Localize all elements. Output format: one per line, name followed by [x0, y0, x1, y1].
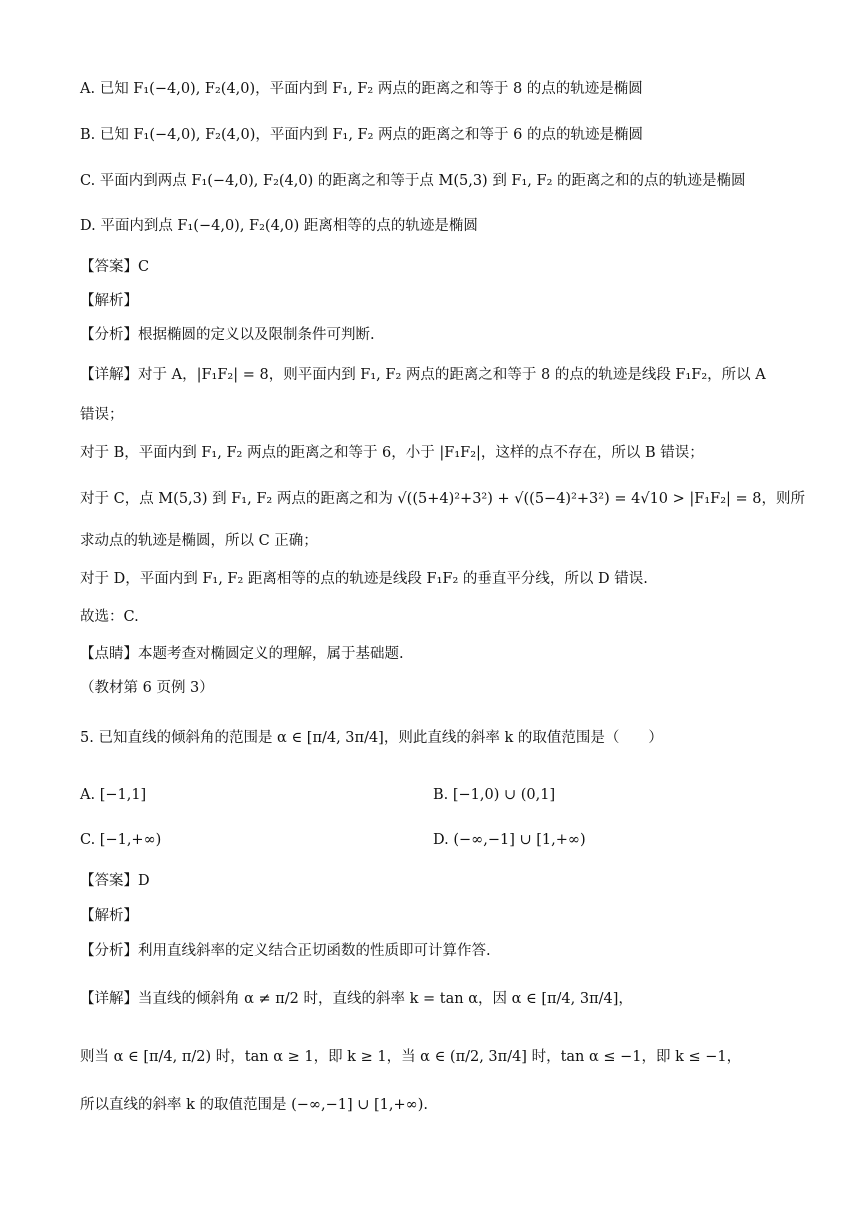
option-line: D. (−∞,−1] ∪ [1,+∞) [433, 832, 586, 848]
option-a-line: A. 已知 F₁(−4,0), F₂(4,0)，平面内到 F₁, F₂ 两点的距离之和等于 8 的点的轨迹是椭圆 [80, 81, 643, 97]
option-line: C. [−1,+∞) [80, 832, 162, 848]
answer-line: 【答案】C [80, 259, 150, 275]
option-d-line: D. 平面内到点 F₁(−4,0), F₂(4,0) 距离相等的点的轨迹是椭圆 [80, 218, 478, 234]
reference-line: （教材第 6 页例 3） [80, 680, 214, 696]
option-c-line: C. 平面内到两点 F₁(−4,0), F₂(4,0) 的距离之和等于点 M(5,3) 到 F₁, F₂ 的距离之和的点的轨迹是椭圆 [80, 173, 746, 189]
analysis-header: 【解析】 [80, 293, 138, 309]
detail-line: 求动点的轨迹是椭圆，所以 C 正确； [80, 533, 318, 549]
analysis-line: 【分析】根据椭圆的定义以及限制条件可判断. [80, 327, 375, 343]
answer-line: 【答案】D [80, 873, 150, 889]
analysis-header: 【解析】 [80, 908, 138, 924]
analysis-line: 【分析】利用直线斜率的定义结合正切函数的性质即可计算作答. [80, 943, 491, 959]
detail-line: 则当 α ∈ [π/4, π/2) 时，tan α ≥ 1，即 k ≥ 1，当 α ∈ (π/2, 3π/4] 时，tan α ≤ −1，即 k ≤ −1， [80, 1049, 742, 1065]
detail-line: 所以直线的斜率 k 的取值范围是 (−∞,−1] ∪ [1,+∞). [80, 1097, 428, 1113]
detail-line: 【详解】当直线的倾斜角 α ≠ π/2 时，直线的斜率 k = tan α，因 α ∈ [π/4, 3π/4]， [80, 991, 633, 1007]
conclusion-line: 故选：C. [80, 609, 139, 625]
option-line: B. [−1,0) ∪ (0,1] [433, 787, 556, 803]
detail-line: 对于 D，平面内到 F₁, F₂ 距离相等的点的轨迹是线段 F₁F₂ 的垂直平分线，所以 D 错误. [80, 571, 648, 587]
detail-line: 错误； [80, 407, 124, 423]
option-line: A. [−1,1] [80, 787, 147, 803]
detail-line: 【详解】对于 A，|F₁F₂| = 8，则平面内到 F₁, F₂ 两点的距离之和等于 8 的点的轨迹是线段 F₁F₂，所以 A [80, 367, 766, 383]
remark-line: 【点睛】本题考查对椭圆定义的理解，属于基础题. [80, 646, 404, 662]
question-line: 5. 已知直线的倾斜角的范围是 α ∈ [π/4, 3π/4]，则此直线的斜率 k 的取值范围是（ ） [80, 730, 663, 746]
option-b-line: B. 已知 F₁(−4,0), F₂(4,0)，平面内到 F₁, F₂ 两点的距离之和等于 6 的点的轨迹是椭圆 [80, 127, 643, 143]
detail-line: 对于 B，平面内到 F₁, F₂ 两点的距离之和等于 6，小于 |F₁F₂|，这样的点不存在，所以 B 错误； [80, 445, 704, 461]
detail-line: 对于 C，点 M(5,3) 到 F₁, F₂ 两点的距离之和为 √((5+4)²+3²) + √((5−4)²+3²) = 4√10 > |F₁F₂| = 8，则所 [80, 491, 805, 507]
